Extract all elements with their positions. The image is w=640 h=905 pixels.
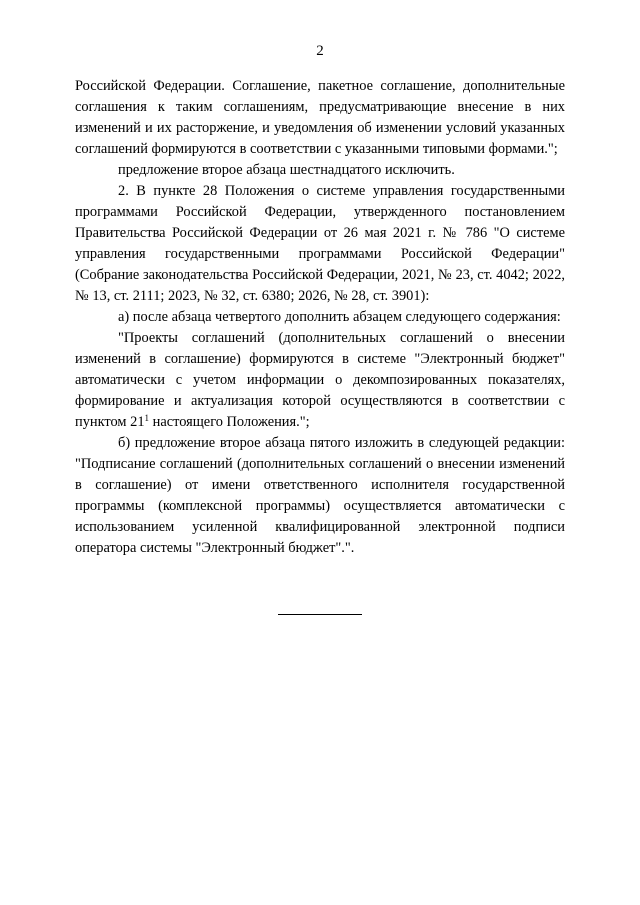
paragraph-agreements-continuation: Российской Федерации. Соглашение, пакетное соглашение, дополнительные соглашения к таким соглашениям, предусматривающие внесение в них изменений и их расторжение, и уведомления об изменении условий указанных соглашений формируются в соответствии с указанными типовыми формами."; bbox=[75, 78, 565, 157]
page-number: 2 bbox=[316, 43, 324, 59]
paragraph-quoted-projects bbox=[75, 328, 565, 433]
paragraph-subitem-a: а) после абзаца четвертого дополнить абзацем следующего содержания: bbox=[118, 309, 561, 325]
paragraph-exclude-sentence: предложение второе абзаца шестнадцатого исключить. bbox=[118, 162, 455, 178]
quoted-projects-text-end: настоящего Положения."; bbox=[149, 414, 310, 430]
document-body bbox=[75, 76, 565, 559]
superscript-marker: 1 bbox=[144, 413, 150, 423]
quoted-projects-text: "Проекты соглашений (дополнительных соглашений о внесении изменений в соглашение) формируются в системе "Электронный бюджет" автоматически с учетом информации о декомпозированных показателях, формирование и актуализация которой осуществляются в соответствии с пунктом 21 bbox=[75, 330, 565, 430]
paragraph-item-2: 2. В пункте 28 Положения о системе управления государственными программами Российской Федерации, утвержденного постановлением Правительства Российской Федерации от 26 мая 2021 г. № 786 "О системе управления государственными программами Российской Федерации" (Собрание законодательства Российской Федерации, 2021, № 23, ст. 4042; 2022, № 13, ст. 2111; 2023, № 32, ст. 6380; 2026, № 28, ст. 3901): bbox=[75, 183, 565, 304]
end-of-text-rule bbox=[278, 614, 362, 615]
paragraph-subitem-b: б) предложение второе абзаца пятого изложить в следующей редакции: "Подписание соглашений (дополнительных соглашений о внесении изменений в соглашение) от имени ответственного исполнителя государственной программы (комплексной программы) осуществляется автоматически с использованием усиленной квалифицированной электронной подписи оператора системы "Электронный бюджет".". bbox=[75, 435, 565, 556]
